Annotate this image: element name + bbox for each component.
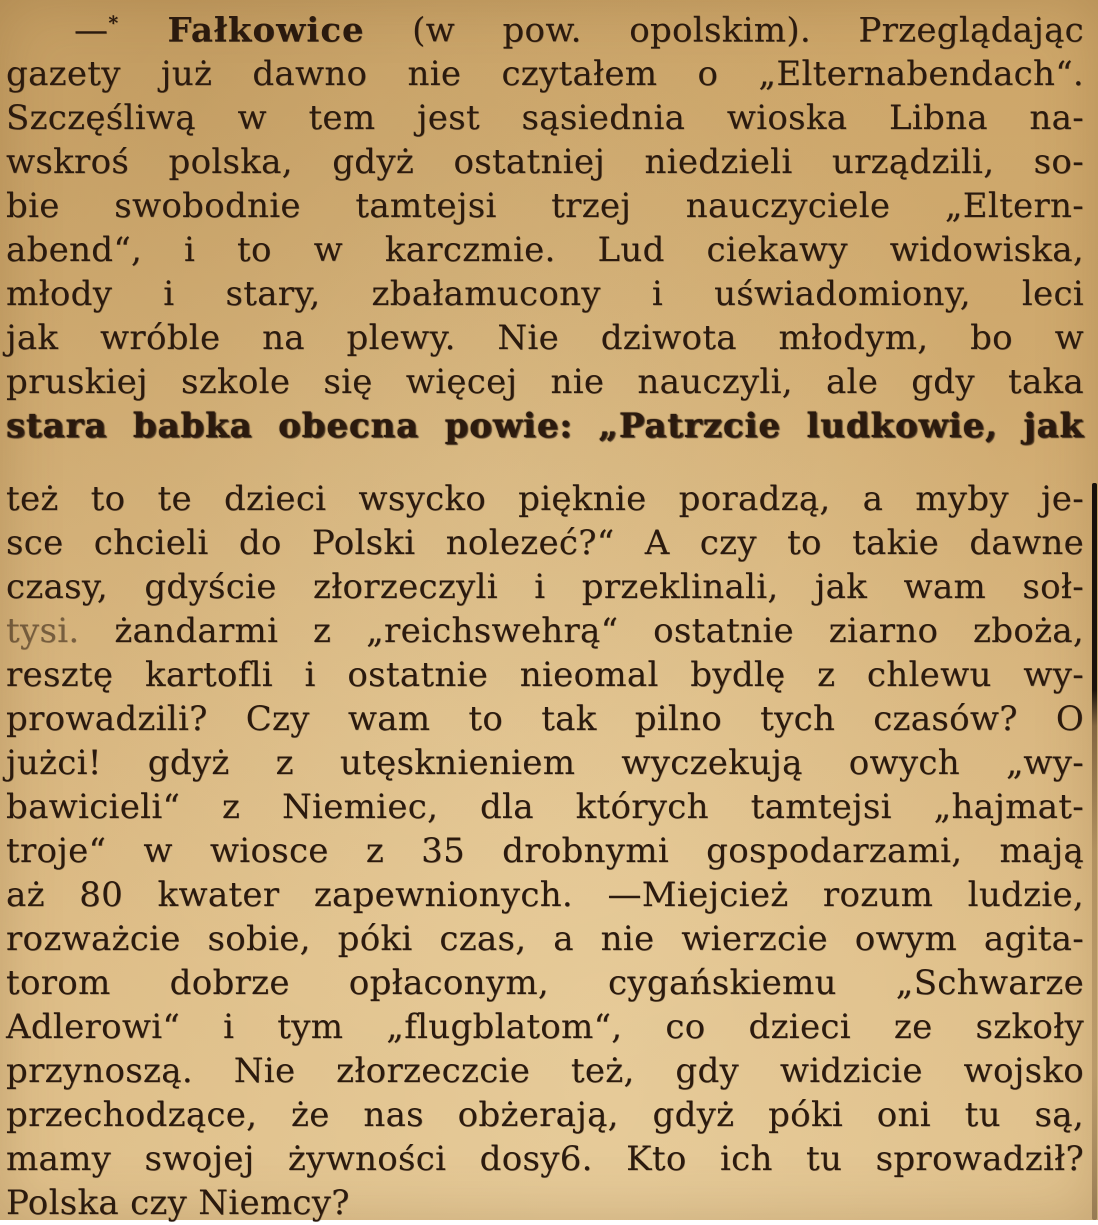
- text-line: [6, 52, 1084, 96]
- article-paragraph-1: [0, 1, 1098, 448]
- text-segment: przechodzące, że nas obżerają, gdyż póki oni tu są,: [6, 1095, 1084, 1135]
- text-segment: stara babka obecna powie: „Patrzcie ludkowie, jak: [6, 406, 1084, 447]
- section-dash: —: [74, 10, 109, 51]
- faded-word: tysi.: [6, 611, 80, 651]
- text-segment: mamy swojej żywności dosy6. Kto ich tu sprowadził?: [6, 1139, 1084, 1179]
- text-segment: rozważcie sobie, póki czas, a nie wierzcie owym agita-: [6, 919, 1084, 959]
- text-line: [6, 741, 1084, 785]
- text-segment: gazety już dawno nie czytałem o „Elternabendach“.: [6, 54, 1084, 95]
- text-segment: wskroś polska, gdyż ostatniej niedzieli urządzili, so-: [6, 142, 1084, 183]
- place-name: Fałkowice: [118, 10, 365, 51]
- text-line: [6, 829, 1084, 873]
- text-segment: abend“, i to w karczmie. Lud ciekawy widowiska,: [6, 230, 1084, 271]
- text-segment: Szczęśliwą w tem jest sąsiednia wioska Libna na-: [6, 98, 1084, 139]
- text-line: [6, 1, 1084, 52]
- text-line: [6, 360, 1084, 404]
- text-line: [6, 521, 1084, 565]
- text-line: [6, 272, 1084, 316]
- text-line: [6, 653, 1084, 697]
- text-line: [6, 785, 1084, 829]
- text-line: [6, 609, 1084, 653]
- text-segment: też to te dzieci wsycko pięknie poradzą, a myby je-: [6, 479, 1084, 519]
- dateline-rest: (w pow. opolskim). Przeglądając: [364, 10, 1084, 51]
- text-line: [6, 477, 1084, 521]
- text-line: [6, 228, 1084, 272]
- text-segment: jak wróble na plewy. Nie dziwota młodym, bo w: [6, 318, 1084, 359]
- text-segment: Adlerowi“ i tym „flugblatom“, co dzieci ze szkoły: [6, 1007, 1084, 1047]
- text-line: [6, 404, 1084, 448]
- text-line: [6, 316, 1084, 360]
- text-line: [6, 697, 1084, 741]
- text-line: [6, 917, 1084, 961]
- text-line: [6, 1137, 1084, 1181]
- text-line: [6, 565, 1084, 609]
- text-segment: pruskiej szkole się więcej nie nauczyli, ale gdy taka: [6, 362, 1084, 403]
- text-segment: bawicieli“ z Niemiec, dla których tamtejsi „hajmat-: [6, 787, 1084, 827]
- text-line: [6, 1005, 1084, 1049]
- text-segment: czasy, gdyście złorzeczyli i przeklinali, jak wam soł-: [6, 567, 1084, 607]
- text-line: [6, 96, 1084, 140]
- text-line: [6, 1093, 1084, 1137]
- text-segment: prowadzili? Czy wam to tak pilno tych czasów? O: [6, 699, 1084, 739]
- text-line: [6, 140, 1084, 184]
- text-segment: troje“ w wiosce z 35 drobnymi gospodarzami, mają: [6, 831, 1084, 871]
- text-segment: resztę kartofli i ostatnie nieomal bydlę z chlewu wy-: [6, 655, 1084, 695]
- text-line: [6, 184, 1084, 228]
- text-segment: bie swobodnie tamtejsi trzej nauczyciele „Eltern-: [6, 186, 1084, 227]
- article-paragraph-2: [0, 477, 1098, 1225]
- text-segment: torom dobrze opłaconym, cygańskiemu „Schwarze: [6, 963, 1084, 1003]
- text-line: [6, 873, 1084, 917]
- text-segment: sce chcieli do Polski nolezeć?“ A czy to takie dawne: [6, 523, 1084, 563]
- text-segment: żandarmi z „reichswehrą“ ostatnie ziarno zboża,: [79, 611, 1084, 651]
- text-segment: aż 80 kwater zapewnionych. —Miejcież rozum ludzie,: [6, 875, 1084, 915]
- text-segment: młody i stary, zbałamucony i uświadomiony, leci: [6, 274, 1084, 315]
- text-segment: jużci! gdyż z utęsknieniem wyczekują owych „wy-: [6, 743, 1084, 783]
- text-line: [6, 1049, 1084, 1093]
- text-line: [6, 961, 1084, 1005]
- text-segment: Polska czy Niemcy?: [6, 1183, 350, 1223]
- text-segment: przynoszą. Nie złorzeczcie też, gdy widzicie wojsko: [6, 1051, 1084, 1091]
- text-line: [6, 1181, 1084, 1225]
- asterisk-marker: *: [108, 12, 119, 34]
- column-rule: [1092, 483, 1097, 1220]
